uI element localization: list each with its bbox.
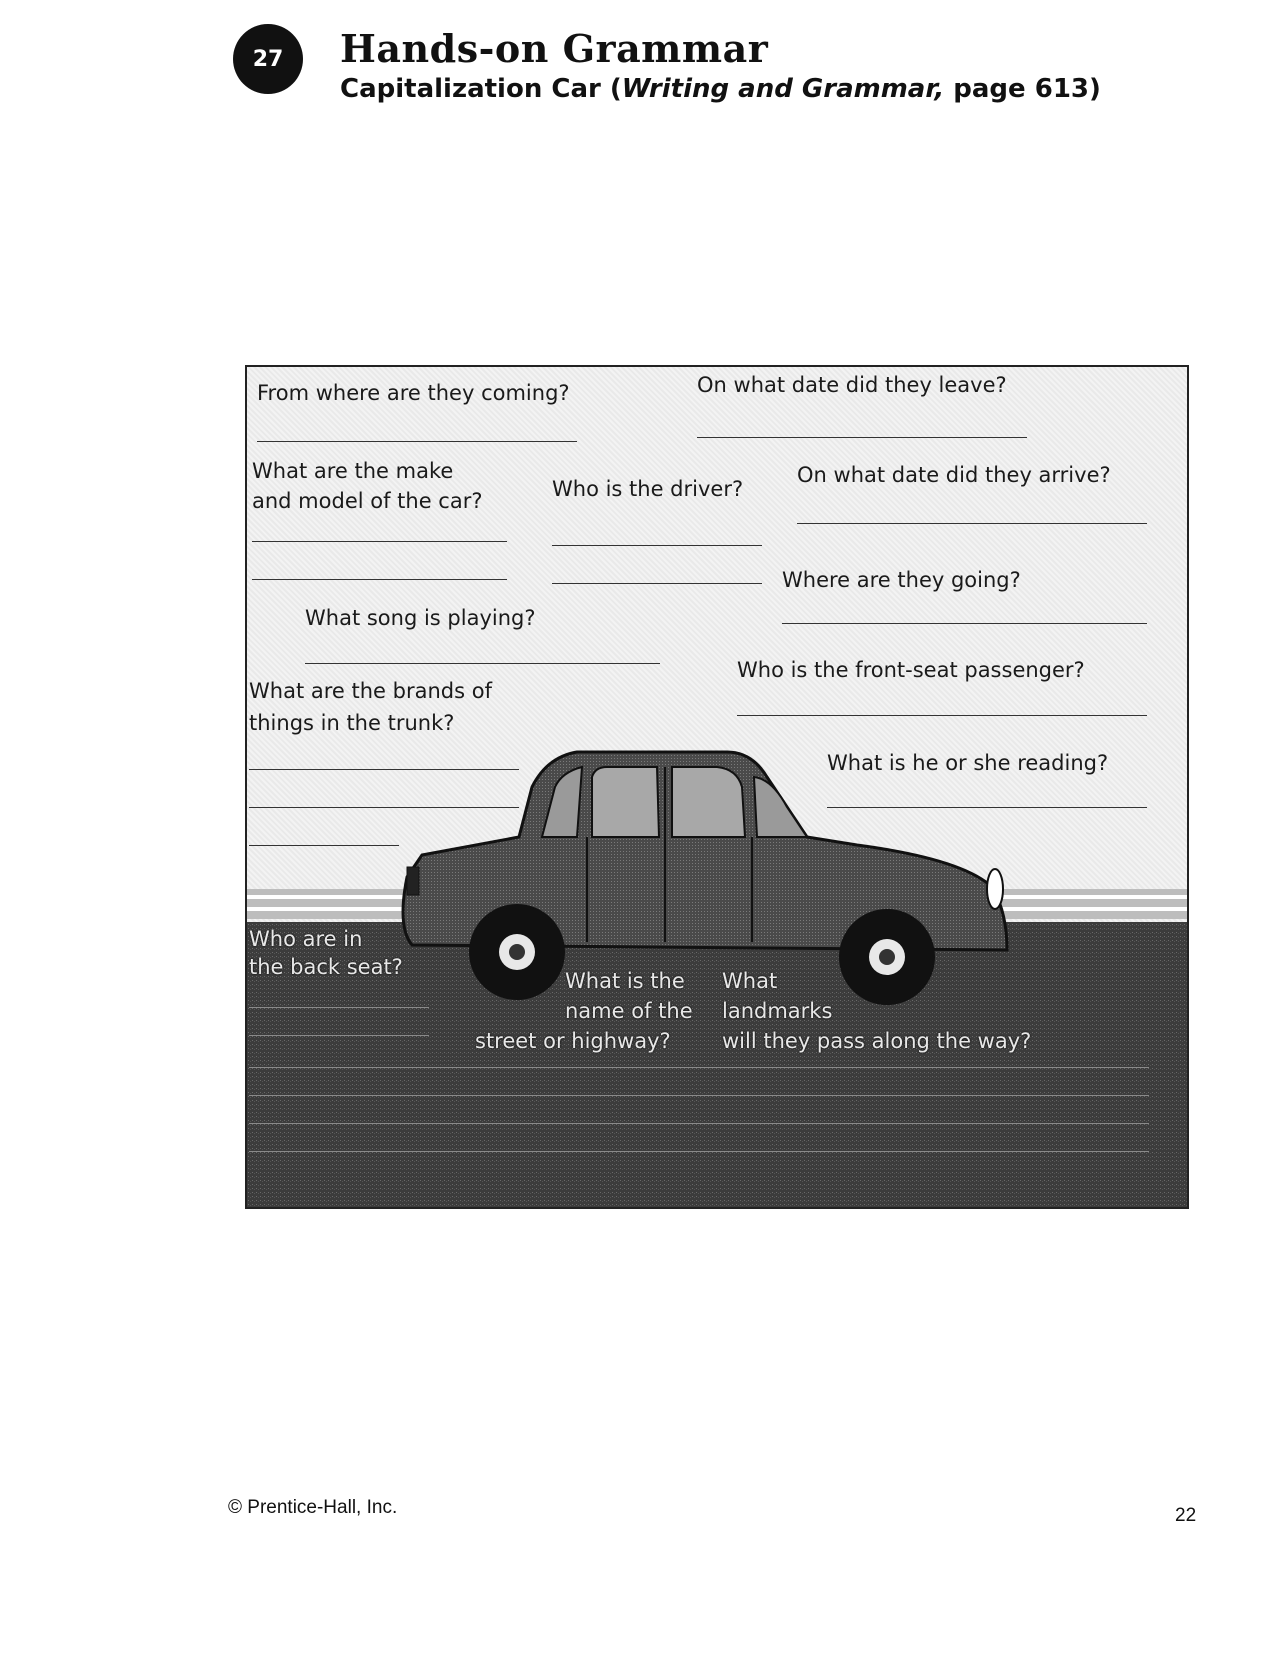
answer-line-reading[interactable] xyxy=(827,807,1147,808)
capitalization-car-illustration xyxy=(245,365,1189,1209)
question-where-going: Where are they going? xyxy=(782,568,1021,592)
question-front-passenger: Who is the front-seat passenger? xyxy=(737,658,1085,682)
answer-line-trunk-1[interactable] xyxy=(249,769,519,770)
copyright-notice: © Prentice-Hall, Inc. xyxy=(228,1497,398,1518)
answer-line-lower-1[interactable] xyxy=(249,1067,1149,1068)
answer-line-where-going[interactable] xyxy=(782,623,1147,624)
question-make-model-line2: and model of the car? xyxy=(252,489,483,513)
question-street-line1: What is the xyxy=(565,969,685,993)
question-landmarks-line1: What xyxy=(722,969,778,993)
answer-line-trunk-2[interactable] xyxy=(249,807,519,808)
answer-line-back-seat-1[interactable] xyxy=(249,1007,429,1008)
activity-number: 27 xyxy=(252,46,284,72)
answer-line-make-model-2[interactable] xyxy=(252,579,507,580)
question-make-model-line1: What are the make xyxy=(252,459,454,483)
question-song: What song is playing? xyxy=(305,606,536,630)
page-number: 22 xyxy=(1175,1505,1197,1526)
question-from-where: From where are they coming? xyxy=(257,381,570,405)
question-landmarks-line3: will they pass along the way? xyxy=(722,1029,1032,1053)
answer-line-from-where[interactable] xyxy=(257,441,577,442)
question-date-leave: On what date did they leave? xyxy=(697,373,1007,397)
answer-line-driver-1[interactable] xyxy=(552,545,762,546)
question-back-seat-line1: Who are in xyxy=(249,927,363,951)
answer-line-back-seat-2[interactable] xyxy=(249,1035,429,1036)
subtitle-page-ref: page 613) xyxy=(944,74,1101,104)
question-reading: What is he or she reading? xyxy=(827,751,1109,775)
subtitle-main: Capitalization Car ( xyxy=(340,74,622,104)
subtitle-book-title: Writing and Grammar, xyxy=(621,74,945,104)
answer-line-song[interactable] xyxy=(305,663,660,664)
answer-line-date-leave[interactable] xyxy=(697,437,1027,438)
question-trunk-line1: What are the brands of xyxy=(249,679,492,703)
answer-line-lower-3[interactable] xyxy=(249,1123,1149,1124)
question-driver: Who is the driver? xyxy=(552,477,744,501)
page-subtitle xyxy=(340,74,1101,104)
activity-number-badge xyxy=(233,24,303,94)
answer-line-lower-2[interactable] xyxy=(249,1095,1149,1096)
question-back-seat-line2: the back seat? xyxy=(249,955,403,979)
question-street-line3: street or highway? xyxy=(475,1029,671,1053)
answer-line-lower-4[interactable] xyxy=(249,1151,1149,1152)
question-street-line2: name of the xyxy=(565,999,693,1023)
question-date-arrive: On what date did they arrive? xyxy=(797,463,1111,487)
question-landmarks-line2: landmarks xyxy=(722,999,833,1023)
answer-line-driver-2[interactable] xyxy=(552,583,762,584)
answer-line-date-arrive[interactable] xyxy=(797,523,1147,524)
answer-line-front-passenger[interactable] xyxy=(737,715,1147,716)
question-trunk-line2: things in the trunk? xyxy=(249,711,455,735)
answer-line-trunk-3[interactable] xyxy=(249,845,399,846)
page-title: Hands-on Grammar xyxy=(340,26,769,71)
answer-line-make-model-1[interactable] xyxy=(252,541,507,542)
